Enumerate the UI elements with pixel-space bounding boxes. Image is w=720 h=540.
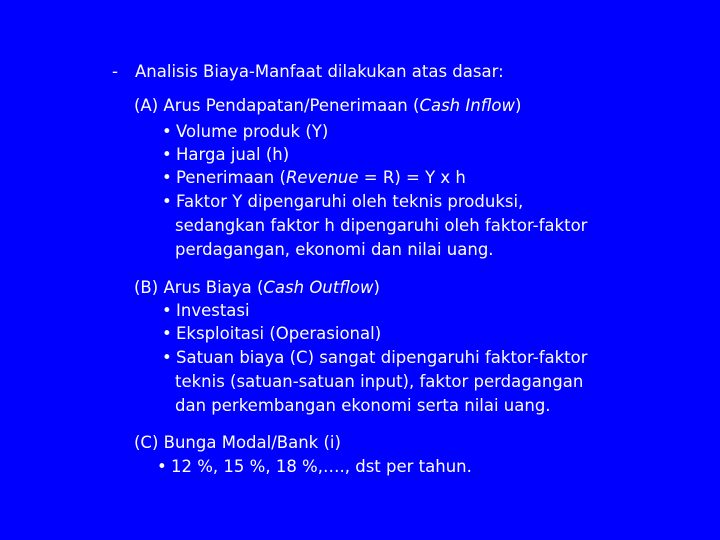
bullet-icon: • (162, 122, 172, 141)
section-b-item-investasi: • Investasi (162, 301, 250, 320)
bullet-icon: • (162, 168, 172, 187)
section-b-heading: (B) Arus Biaya (Cash Outflow) (134, 278, 380, 297)
section-a-item-faktor-line-2: sedangkan faktor h dipengaruhi oleh faktor-faktor (175, 216, 588, 235)
bullet-icon: • (162, 301, 172, 320)
section-a-item-faktor: • Faktor Y dipengaruhi oleh teknis produksi, (162, 192, 524, 211)
section-c-heading: (C) Bunga Modal/Bank (i) (134, 433, 341, 452)
intro-dash: - (112, 62, 118, 81)
section-a-item-harga: • Harga jual (h) (162, 145, 290, 164)
section-b-item-satuan-line-2: teknis (satuan-satuan input), faktor perdagangan (175, 372, 584, 391)
section-b-item-satuan-line-3: dan perkembangan ekonomi serta nilai uang. (175, 396, 551, 415)
bullet-icon: • (162, 324, 172, 343)
section-a-item-faktor-line-3: perdagangan, ekonomi dan nilai uang. (175, 240, 494, 259)
section-a-item-volume: • Volume produk (Y) (162, 122, 329, 141)
section-c-item: • 12 %, 15 %, 18 %,…., dst per tahun. (157, 457, 472, 476)
bullet-icon: • (162, 192, 172, 211)
bullet-icon: • (162, 348, 172, 367)
section-a-item-penerimaan: • Penerimaan (Revenue = R) = Y x h (162, 168, 466, 187)
section-b-item-satuan: • Satuan biaya (C) sangat dipengaruhi faktor-faktor (162, 348, 588, 367)
section-b-item-eksploitasi: • Eksploitasi (Operasional) (162, 324, 382, 343)
bullet-icon: • (157, 457, 167, 476)
bullet-icon: • (162, 145, 172, 164)
section-a-heading: (A) Arus Pendapatan/Penerimaan (Cash Inflow) (134, 96, 522, 115)
intro-text: Analisis Biaya-Manfaat dilakukan atas dasar: (135, 62, 504, 81)
